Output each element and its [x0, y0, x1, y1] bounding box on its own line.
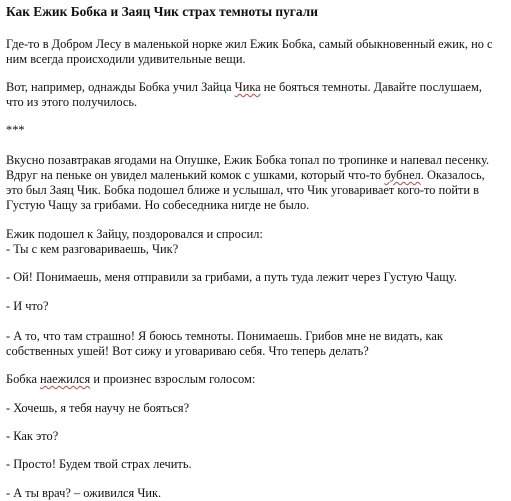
document-page — [6, 4, 506, 501]
text-line: - Просто! Будем твой страх лечить. — [6, 457, 192, 471]
paragraph — [6, 299, 506, 314]
text-line: - И что? — [6, 299, 49, 313]
spellcheck-marked-word: Чика — [234, 80, 261, 94]
text-line: Вкусно позавтракав ягодами на Опушке, Ежик Бобка топал по тропинке и напевал песенку. — [6, 153, 490, 167]
text-line: это был Заяц Чик. Бобка подошел ближе и услышал, что Чик уговаривает кого-то пойти в — [6, 183, 480, 197]
text-line: ним всегда происходили удивительные вещи. — [6, 52, 246, 66]
paragraph — [6, 37, 506, 67]
spellcheck-marked-word: наежился — [40, 372, 91, 386]
story-title: Как Ежик Бобка и Заяц Чик страх темноты пугали — [6, 4, 318, 19]
text-line: - Ты с кем разговариваешь, Чик? — [6, 242, 179, 256]
text-line: Вот, например, однажды Бобка учил Зайца Чика не бояться темноты. Давайте послушаем, — [6, 80, 482, 94]
text-line: что из этого получилось. — [6, 95, 138, 109]
text-line: - Как это? — [6, 429, 59, 443]
paragraph — [6, 401, 506, 416]
paragraph — [6, 429, 506, 444]
text-line: *** — [6, 123, 25, 137]
text-line: собственных ушей! Вот сижу и уговариваю себя. Что теперь делать? — [6, 344, 369, 358]
paragraph — [6, 372, 506, 387]
paragraph — [6, 153, 506, 213]
paragraph — [6, 270, 506, 285]
paragraph — [6, 486, 506, 501]
paragraph — [6, 457, 506, 472]
text-line: Где-то в Добром Лесу в маленькой норке жил Ежик Бобка, самый обыкновенный ежик, но с — [6, 37, 493, 51]
text-line: Густую Чащу за грибами. Но собеседника нигде не было. — [6, 198, 310, 212]
text-line: Бобка наежился и произнес взрослым голосом: — [6, 372, 256, 386]
paragraph — [6, 80, 506, 110]
story-body — [6, 37, 506, 501]
text-line: - А то, что там страшно! Я боюсь темноты. Понимаешь. Грибов мне не видать, как — [6, 329, 443, 343]
text-line: - Ой! Понимаешь, меня отправили за грибами, а путь туда лежит через Густую Чащу. — [6, 270, 457, 284]
paragraph — [6, 123, 506, 138]
spellcheck-marked-word: бубнел — [384, 168, 421, 182]
text-line: - А ты врач? – оживился Чик. — [6, 486, 162, 500]
paragraph — [6, 227, 506, 257]
text-line: Ежик подошел к Зайцу, поздоровался и спросил: — [6, 227, 263, 241]
text-line: Вдруг на пеньке он увидел маленький комок с ушками, который что-то бубнел. Оказалось, — [6, 168, 485, 182]
paragraph — [6, 329, 506, 359]
text-line: - Хочешь, я тебя научу не бояться? — [6, 401, 190, 415]
